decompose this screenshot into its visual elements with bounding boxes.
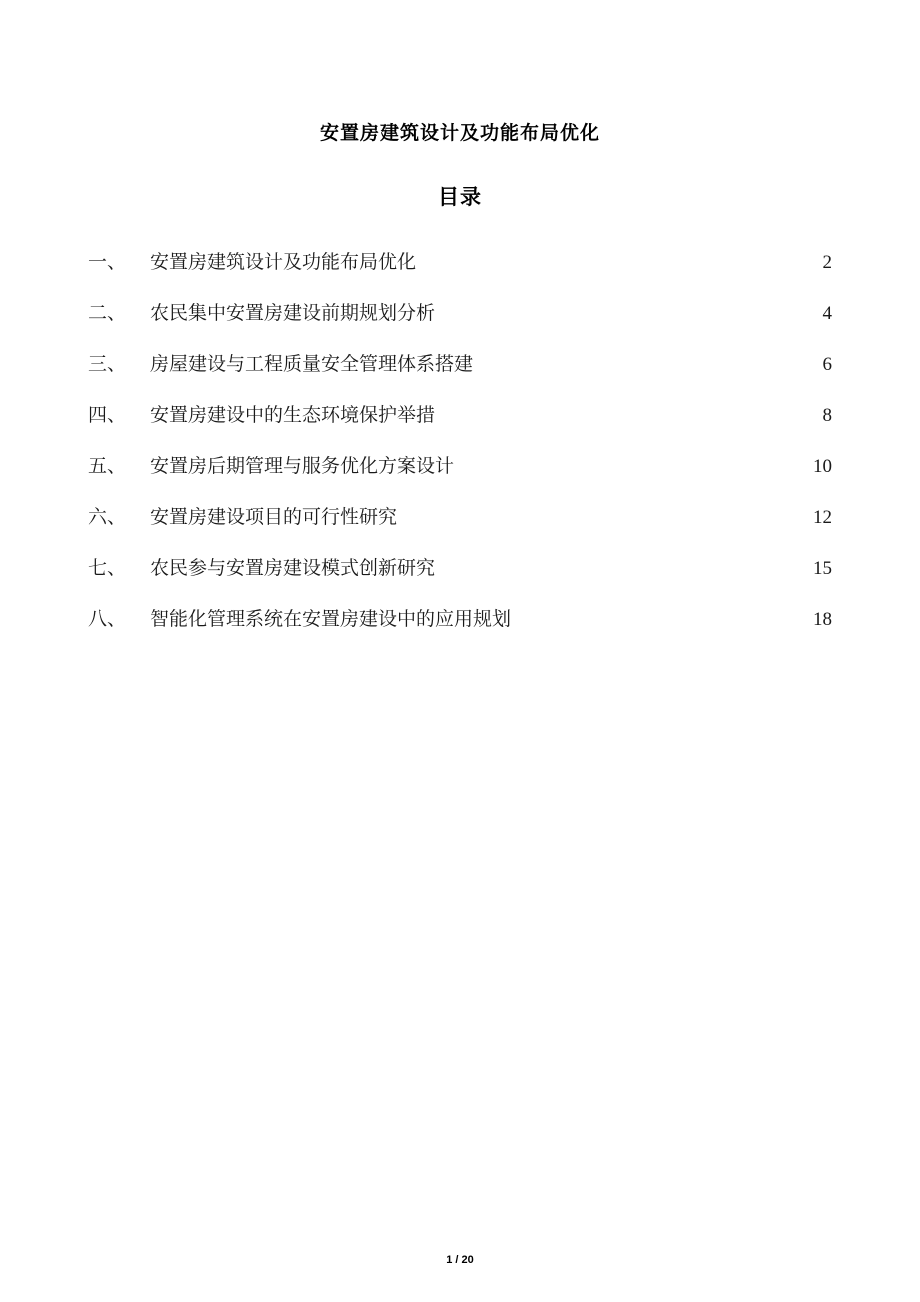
toc-entry[interactable] bbox=[88, 339, 832, 390]
toc-leader-dots bbox=[455, 453, 811, 472]
toc-entry-page: 10 bbox=[813, 456, 832, 477]
toc-leader-dots bbox=[398, 504, 811, 523]
toc-entry-page: 18 bbox=[813, 609, 832, 630]
toc-entry-number: 六、 bbox=[88, 507, 127, 528]
toc-leader-dots bbox=[417, 249, 820, 268]
toc-entry[interactable] bbox=[88, 492, 832, 543]
toc-entry-number: 三、 bbox=[88, 354, 127, 375]
toc-entry-label: 安置房后期管理与服务优化方案设计 bbox=[150, 456, 455, 477]
toc-leader-dots bbox=[474, 351, 820, 370]
page-content bbox=[88, 0, 832, 645]
toc-entry-label: 农民集中安置房建设前期规划分析 bbox=[150, 303, 436, 324]
toc-entry[interactable] bbox=[88, 288, 832, 339]
toc-entry-page: 2 bbox=[822, 252, 832, 273]
toc-entry[interactable] bbox=[88, 543, 832, 594]
toc-entry-label: 房屋建设与工程质量安全管理体系搭建 bbox=[150, 354, 474, 375]
toc-entry-number: 五、 bbox=[88, 456, 127, 477]
toc-entry-label: 智能化管理系统在安置房建设中的应用规划 bbox=[150, 609, 512, 630]
toc-entry-number: 一、 bbox=[88, 252, 127, 273]
table-of-contents bbox=[88, 237, 832, 645]
toc-leader-dots bbox=[436, 300, 820, 319]
toc-entry-label: 安置房建设项目的可行性研究 bbox=[150, 507, 398, 528]
toc-leader-dots bbox=[512, 606, 811, 625]
toc-entry-page: 15 bbox=[813, 558, 832, 579]
toc-entry-page: 6 bbox=[822, 354, 832, 375]
toc-leader-dots bbox=[436, 555, 811, 574]
toc-entry-number: 八、 bbox=[88, 609, 127, 630]
toc-entry-page: 4 bbox=[822, 303, 832, 324]
toc-entry-number: 四、 bbox=[88, 405, 127, 426]
toc-entry-label: 安置房建设中的生态环境保护举措 bbox=[150, 405, 436, 426]
toc-entry-number: 七、 bbox=[88, 558, 127, 579]
page-footer: 1 / 20 bbox=[446, 1254, 474, 1266]
toc-entry[interactable] bbox=[88, 594, 832, 645]
toc-entry-page: 12 bbox=[813, 507, 832, 528]
toc-entry[interactable] bbox=[88, 441, 832, 492]
toc-entry-label: 安置房建筑设计及功能布局优化 bbox=[150, 252, 417, 273]
toc-heading: 目录 bbox=[438, 186, 482, 209]
toc-entry[interactable] bbox=[88, 390, 832, 441]
toc-entry-label: 农民参与安置房建设模式创新研究 bbox=[150, 558, 436, 579]
toc-entry-page: 8 bbox=[822, 405, 832, 426]
page-title: 安置房建筑设计及功能布局优化 bbox=[319, 123, 600, 144]
toc-entry[interactable] bbox=[88, 237, 832, 288]
toc-leader-dots bbox=[436, 402, 820, 421]
toc-entry-number: 二、 bbox=[88, 303, 127, 324]
